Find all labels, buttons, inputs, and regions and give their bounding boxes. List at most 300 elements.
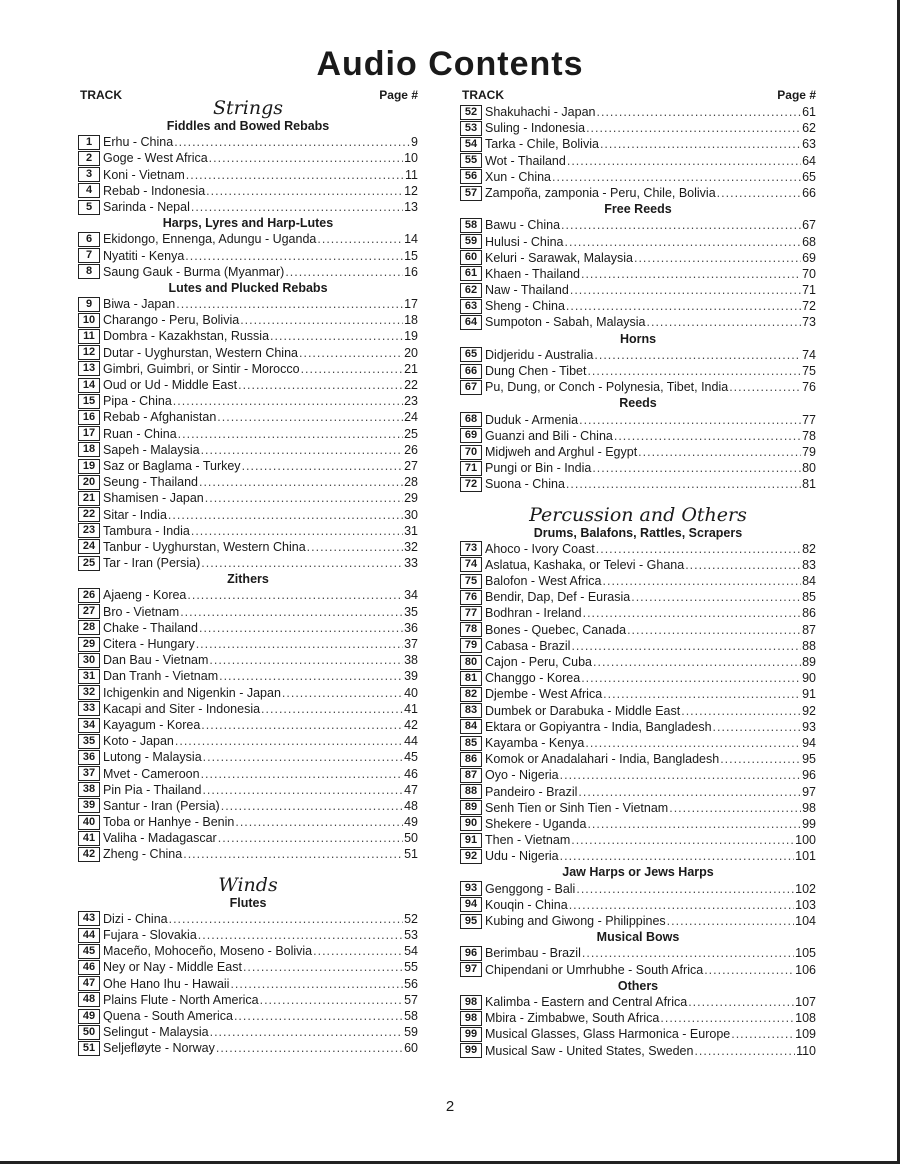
track-title: Ahoco - Ivory Coast [485,541,595,556]
track-page: 34 [404,588,418,603]
dot-leader [282,685,403,701]
dot-leader [685,557,801,573]
dot-leader [603,686,801,702]
track-number: 35 [78,734,100,749]
subsection-title: Others [617,978,659,993]
dot-leader [307,539,403,555]
dot-leader [552,169,801,185]
track-row [78,814,418,830]
track-row [460,363,816,379]
track-header: TRACK [80,88,122,102]
track-row [78,199,418,215]
track-row [460,913,816,929]
track-row [78,668,418,684]
track-row [460,703,816,719]
dot-leader [587,816,801,832]
track-row [460,282,816,298]
dot-leader [217,409,403,425]
track-title: Valiha - Madagascar [103,831,217,846]
track-title: Guanzi and Bili - China [485,428,613,443]
track-row [78,458,418,474]
subsection-title: Flutes [229,895,267,910]
dot-leader [713,719,802,735]
track-page: 29 [404,491,418,506]
track-row [78,523,418,539]
track-row [460,784,816,800]
track-page: 103 [795,897,816,912]
dot-leader [201,442,404,458]
track-row [78,911,418,927]
track-row [78,798,418,814]
track-title: Aslatua, Kashaka, or Televi - Ghana [485,557,685,572]
track-title: Duduk - Armenia [485,412,579,427]
track-row [78,782,418,798]
track-title: Shakuhachi - Japan [485,105,596,119]
dot-leader [230,976,403,992]
track-page: 84 [802,574,816,589]
track-title: Plains Flute - North America [103,992,259,1007]
track-number: 10 [78,313,100,328]
dot-leader [597,104,802,120]
track-page: 105 [795,946,816,961]
track-number: 31 [78,669,100,684]
track-number: 90 [460,816,482,831]
track-page: 57 [404,992,418,1007]
subsection-title: Harps, Lyres and Harp-Lutes [162,216,334,231]
left-column [78,88,418,1057]
dot-leader [660,1010,794,1026]
track-page: 42 [404,717,418,732]
track-page: 17 [404,297,418,312]
track-row [460,217,816,233]
track-title: Sumpoton - Sabah, Malaysia [485,315,646,330]
dot-leader [566,298,801,314]
dot-leader [205,490,403,506]
track-row [460,848,816,864]
track-number: 13 [78,361,100,376]
track-number: 9 [78,297,100,312]
track-number: 68 [460,412,482,427]
track-row [460,428,816,444]
track-number: 20 [78,475,100,490]
section-title: Percussion and Others [529,503,747,526]
track-title: Sitar - India [103,507,167,522]
dot-leader [185,248,403,264]
track-row [78,927,418,943]
track-page: 80 [802,461,816,476]
track-number: 19 [78,459,100,474]
track-row [78,830,418,846]
dot-leader [168,507,403,523]
track-number: 50 [78,1025,100,1040]
track-page: 31 [404,523,418,538]
track-number: 28 [78,620,100,635]
track-title: Biwa - Japan [103,297,176,312]
track-title: Mvet - Cameroon [103,766,200,781]
track-row [460,298,816,314]
dot-leader [594,347,801,363]
track-title: Ruan - China [103,426,177,441]
dot-leader [569,897,794,913]
dot-leader [317,231,403,247]
track-row [78,846,418,862]
track-title: Ekidongo, Ennenga, Adungu - Uganda [103,232,317,247]
dot-leader [235,814,403,830]
track-title: Bendir, Dap, Def - Eurasia [485,590,631,605]
track-title: Oyo - Nigeria [485,768,559,783]
track-page: 39 [404,669,418,684]
track-number: 7 [78,248,100,263]
track-title: Pandeiro - Brazil [485,784,578,799]
dot-leader [221,798,403,814]
track-page: 37 [404,637,418,651]
track-row [78,620,418,636]
track-title: Genggong - Bali [485,881,576,896]
track-row [460,120,816,136]
dot-leader [238,377,403,393]
track-number: 52 [460,105,482,120]
track-number: 91 [460,833,482,848]
track-row [460,104,816,120]
track-number: 40 [78,815,100,830]
track-row [78,134,418,150]
dot-leader [583,605,802,621]
track-title: Senh Tien or Sinh Tien - Vietnam [485,800,669,815]
track-page: 15 [404,248,418,263]
track-number: 72 [460,477,482,492]
track-row [78,539,418,555]
track-row [78,507,418,523]
track-page: 27 [404,458,418,473]
track-number: 80 [460,655,482,670]
track-page: 19 [404,329,418,344]
dot-leader [219,668,403,684]
track-number: 60 [460,250,482,265]
track-row [460,1026,816,1042]
left-column-header [78,88,418,104]
track-page: 48 [404,798,418,813]
track-page: 70 [802,266,816,281]
dot-leader [561,217,801,233]
subsection-title: Reeds [619,396,657,411]
track-row [78,766,418,782]
track-page: 14 [404,232,418,247]
track-page: 40 [404,685,418,700]
track-page: 107 [795,994,816,1009]
dot-leader [579,412,801,428]
track-title: Dan Tranh - Vietnam [103,669,219,684]
track-page: 61 [802,105,816,119]
track-row [78,328,418,344]
track-row [460,185,816,201]
track-number: 39 [78,798,100,813]
track-page: 67 [802,218,816,233]
track-title: Dizi - China [103,911,168,926]
track-row [78,685,418,701]
track-number: 45 [78,944,100,959]
dot-leader [576,881,794,897]
dot-leader [199,474,403,490]
track-title: Kayamba - Kenya [485,735,585,750]
track-number: 78 [460,622,482,637]
track-row [460,881,816,897]
track-row [78,701,418,717]
track-number: 46 [78,960,100,975]
left-track-list [78,98,418,1057]
dot-leader [647,314,802,330]
track-number: 12 [78,345,100,360]
track-title: Then - Vietnam [485,833,571,848]
track-row [460,800,816,816]
track-page: 28 [404,475,418,490]
track-page: 89 [802,655,816,669]
track-page: 33 [404,556,418,571]
track-page: 25 [404,426,418,441]
track-title: Sapeh - Malaysia [103,442,200,457]
track-page: 73 [802,315,816,330]
track-row [460,719,816,735]
dot-leader [201,717,403,733]
track-title: Xun - China [485,169,552,184]
track-page: 54 [404,944,418,959]
track-number: 1 [78,135,100,150]
track-title: Dan Bau - Vietnam [103,653,209,668]
track-page: 65 [802,169,816,184]
track-page: 82 [802,541,816,556]
track-title: Sarinda - Nepal [103,199,190,214]
track-title: Zampoña, zamponia - Peru, Chile, Bolivia [485,185,716,200]
track-row [460,266,816,282]
section-title: Strings [213,97,283,119]
track-title: Lutong - Malaysia [103,750,202,765]
track-title: Shekere - Uganda [485,816,587,831]
track-row [78,167,418,183]
track-page: 99 [802,816,816,831]
track-number: 17 [78,426,100,441]
dot-leader [174,134,410,150]
track-page: 51 [404,847,418,862]
track-page: 94 [802,735,816,750]
track-page: 20 [404,345,418,360]
subsection-title: Zithers [227,572,269,587]
track-number: 98 [460,995,482,1010]
track-row [460,250,816,266]
track-number: 96 [460,946,482,961]
track-number: 41 [78,831,100,846]
track-page: 69 [802,250,816,265]
track-page: 53 [404,928,418,942]
track-row [460,379,816,395]
track-row [78,296,418,312]
dot-leader [187,587,403,603]
right-column [460,88,816,1059]
track-title: Dutar - Uyghurstan, Western China [103,345,298,360]
track-title: Musical Glasses, Glass Harmonica - Europe [485,1027,731,1042]
track-page: 32 [404,539,418,554]
dot-leader [688,994,794,1010]
track-title: Maceño, Mohoceño, Moseno - Bolivia [103,944,313,959]
track-row [78,150,418,166]
right-track-list [460,104,816,1059]
dot-leader [582,945,794,961]
track-page: 79 [802,444,816,459]
track-page: 102 [795,881,816,896]
track-title: Tar - Iran (Persia) [103,556,201,571]
dot-leader [203,749,403,765]
track-title: Kouqin - China [485,897,568,912]
track-row [460,605,816,621]
dot-leader [596,541,801,557]
track-title: Dung Chen - Tibet [485,364,587,378]
track-row [78,717,418,733]
dot-leader [571,638,801,654]
dot-leader [566,476,801,492]
track-title: Bones - Quebec, Canada [485,622,627,637]
dot-leader [586,120,801,136]
track-row [78,426,418,442]
dot-leader [176,296,403,312]
track-number: 15 [78,394,100,409]
track-page: 72 [802,299,816,314]
track-title: Wot - Thailand [485,153,566,168]
track-page: 86 [802,606,816,621]
dot-leader [209,652,403,668]
track-page: 24 [404,410,418,425]
track-number: 71 [460,461,482,476]
track-title: Musical Saw - United States, Sweden [485,1043,694,1058]
track-title: Didjeridu - Australia [485,347,594,362]
track-page: 100 [795,833,816,848]
track-row [460,751,816,767]
track-row [78,231,418,247]
track-title: Hulusi - China [485,234,564,249]
track-title: Seljefløyte - Norway [103,1041,215,1056]
track-number: 32 [78,685,100,700]
track-number: 33 [78,701,100,716]
track-row [78,959,418,975]
subsection-title: Jaw Harps or Jews Harps [562,865,714,880]
track-page: 23 [404,394,418,409]
track-page: 59 [404,1025,418,1040]
track-title: Keluri - Sarawak, Malaysia [485,250,633,265]
track-title: Koto - Japan [103,734,174,749]
track-page: 46 [404,766,418,781]
track-page: 12 [404,183,418,198]
track-number: 83 [460,703,482,718]
dot-leader [581,266,801,282]
track-title: Suling - Indonesia [485,121,586,136]
track-row [78,943,418,959]
track-row [78,587,418,603]
track-page: 85 [802,590,816,605]
track-row [78,555,418,571]
track-title: Zheng - China [103,847,183,862]
track-row [460,735,816,751]
dot-leader [560,767,801,783]
track-number: 79 [460,638,482,653]
track-title: Tarka - Chile, Bolivia [485,137,599,152]
track-page: 101 [795,849,816,864]
dot-leader [261,701,403,717]
dot-leader [178,426,403,442]
track-page: 110 [796,1043,816,1058]
track-row [78,1008,418,1024]
track-number: 94 [460,897,482,912]
track-number: 21 [78,491,100,506]
track-row [78,652,418,668]
track-title: Ajaeng - Korea [103,588,187,603]
dot-leader [201,555,403,571]
track-title: Bodhran - Ireland [485,606,582,621]
dot-leader [593,654,801,670]
track-number: 86 [460,752,482,767]
dot-leader [242,458,404,474]
track-title: Nyatiti - Kenya [103,248,185,263]
track-page: 76 [802,380,816,395]
track-number: 3 [78,167,100,182]
track-page: 75 [802,364,816,378]
dot-leader [270,328,403,344]
track-page: 87 [802,622,816,637]
track-title: Dombra - Kazakhstan, Russia [103,329,270,344]
dot-leader [196,636,403,652]
dot-leader [603,573,802,589]
dot-leader [243,959,403,975]
dot-leader [567,153,801,169]
track-page: 45 [404,750,418,765]
dot-leader [631,589,801,605]
dot-leader [234,1008,403,1024]
track-number: 38 [78,782,100,797]
track-page: 74 [802,347,816,362]
track-title: Dumbek or Darabuka - Middle East [485,703,681,718]
dot-leader [729,379,801,395]
dot-leader [191,199,403,215]
track-number: 30 [78,653,100,668]
track-title: Selingut - Malaysia [103,1025,209,1040]
dot-leader [565,234,802,250]
dot-leader [638,444,801,460]
track-number: 87 [460,768,482,783]
dot-leader [634,250,801,266]
track-number: 73 [460,541,482,556]
track-row [78,604,418,620]
track-page: 50 [404,831,418,846]
track-page: 77 [802,412,816,427]
track-row [460,670,816,686]
track-number: 64 [460,315,482,330]
track-number: 82 [460,687,482,702]
dot-leader [571,832,794,848]
track-title: Kalimba - Eastern and Central Africa [485,994,688,1009]
dot-leader [681,703,801,719]
track-row [78,636,418,652]
track-page: 11 [405,167,418,182]
subsection-title: Fiddles and Bowed Rebabs [166,119,330,133]
track-page: 58 [404,1008,418,1023]
page-header: Page # [379,88,418,102]
track-number: 59 [460,234,482,249]
track-title: Fujara - Slovakia [103,928,197,942]
track-page: 71 [802,283,816,298]
track-page: 16 [404,264,418,279]
dot-leader [720,751,801,767]
track-row [460,476,816,492]
track-page: 90 [802,671,816,686]
track-row [460,1010,816,1026]
track-page: 88 [802,638,816,653]
dot-leader [186,167,404,183]
